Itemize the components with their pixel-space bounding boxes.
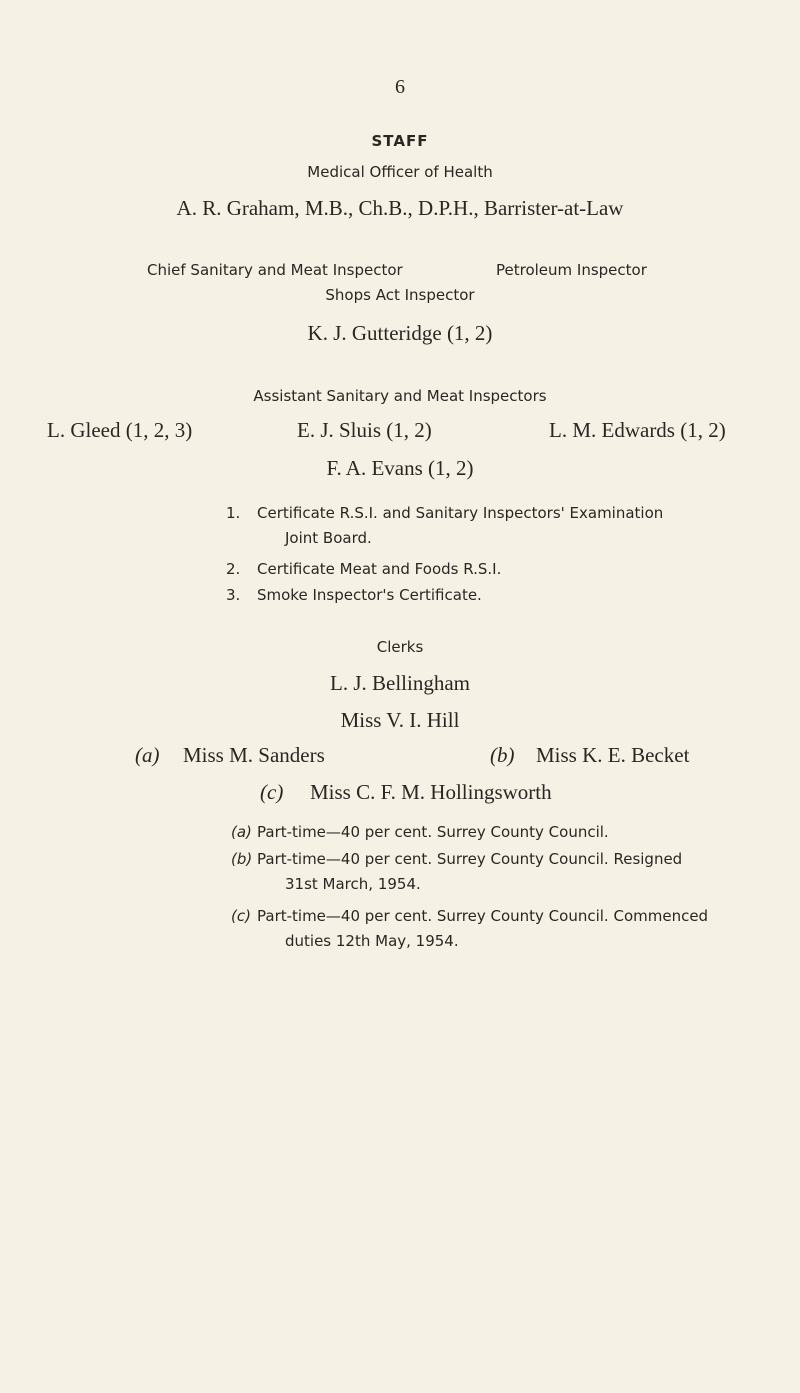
assistant-name: L. M. Edwards (1, 2) (549, 418, 726, 442)
footnote-mark: (b) (231, 850, 253, 868)
chief-title-left: Chief Sanitary and Meat Inspector (147, 261, 403, 279)
clerk-mark: (c) (260, 780, 284, 804)
qualification-text: Certificate Meat and Foods R.S.I. (257, 560, 502, 578)
clerk-mark: (b) (490, 743, 515, 767)
clerk-name: Miss M. Sanders (183, 743, 325, 767)
chief-title-line2: Shops Act Inspector (325, 286, 475, 304)
footnote-text-cont: 31st March, 1954. (285, 875, 421, 893)
clerk-name: Miss V. I. Hill (340, 708, 460, 732)
chief-title-right: Petroleum Inspector (496, 261, 647, 279)
footnote-text: Part-time—40 per cent. Surrey County Council. Commenced (257, 907, 709, 925)
assistants-heading: Assistant Sanitary and Meat Inspectors (253, 387, 547, 405)
footnote-mark: (c) (231, 907, 251, 925)
moh-name: A. R. Graham, M.B., Ch.B., D.P.H., Barrister-at-Law (176, 196, 624, 220)
chief-name: K. J. Gutteridge (1, 2) (307, 321, 493, 345)
assistant-name: L. Gleed (1, 2, 3) (47, 418, 193, 442)
moh-heading: Medical Officer of Health (307, 163, 493, 181)
clerks-heading: Clerks (376, 638, 424, 656)
qualification-number: 3. (226, 586, 241, 604)
clerk-name: Miss C. F. M. Hollingsworth (310, 780, 552, 804)
qualification-number: 1. (226, 504, 241, 522)
clerk-name: Miss K. E. Becket (536, 743, 690, 767)
clerk-mark: (a) (135, 743, 160, 767)
assistant-name: E. J. Sluis (1, 2) (297, 418, 432, 442)
footnote-text-cont: duties 12th May, 1954. (285, 932, 459, 950)
qualification-text-cont: Joint Board. (285, 529, 372, 547)
page-number: 6 (395, 76, 405, 98)
qualification-text: Certificate R.S.I. and Sanitary Inspectors' Examination (257, 504, 664, 522)
qualification-text: Smoke Inspector's Certificate. (257, 586, 482, 604)
clerk-name: L. J. Bellingham (330, 671, 470, 695)
footnote-text: Part-time—40 per cent. Surrey County Council. (257, 823, 609, 841)
qualification-number: 2. (226, 560, 241, 578)
footnote-text: Part-time—40 per cent. Surrey County Council. Resigned (257, 850, 683, 868)
footnote-mark: (a) (231, 823, 252, 841)
page-title: STAFF (371, 132, 429, 150)
assistant-name: F. A. Evans (1, 2) (326, 456, 474, 480)
